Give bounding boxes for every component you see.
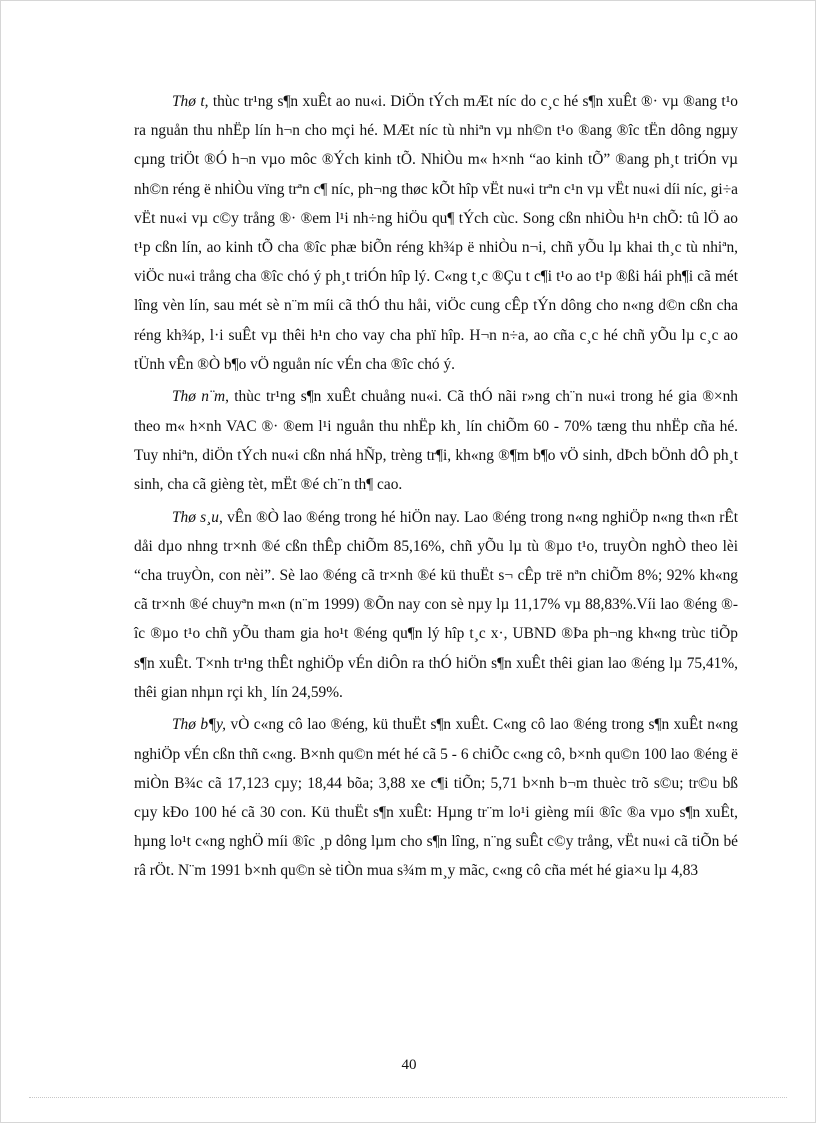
paragraph-lead: Thø s¸u (172, 508, 219, 526)
paragraph-lead: Thø b¶y, (172, 716, 227, 734)
paragraph-text: vÒ c«ng cô lao ®éng, kü thuËt s¶n xuÊt. C«ng cô lao ®éng trong s¶n xuÊt n«ng nghiÖp vÉn cßn thñ c«ng. B×nh qu©n mét hé cã 5 - 6 chiÕc c«ng cô, b×nh qu©n 100 lao ®éng ë miÒn B¾c cã 17,123 cµy; 18,44 bõa; 3,88 xe c¶i tiÕn; 5,71 b×nh b¬m thuèc trõ s©u; tr©u bß cµy kÐo 100 hé cã 30 con. Kü thuËt s¶n xuÊt: Hµng tr¨m lo¹i gièng míi ®îc ®a vµo s¶n xuÊt, hµng lo¹t c«ng nghÖ míi ®îc ¸p dông lµm cho s¶n lîng, n¨ng suÊt c©y trång, vËt nu«i cã tiÕn bé râ rÖt. N¨m 1991 b×nh qu©n sè tiÒn mua s¾m m¸y mãc, c«ng cô cña mét hé gia×u lµ 4,83 (134, 716, 738, 880)
paragraph-ao-nuoi (134, 87, 738, 379)
paragraph-text: , thùc tr¹ng s¶n xuÊt chuång nu«i. Cã thÓ nãi r»ng ch¨n nu«i trong hé gia ®×nh theo m« h×nh VAC ®· ®em l¹i nguån thu nhËp kh¸ lín chiÕm 60 - 70% tæng thu nhËp cña hé. Tuy nhiªn, diÖn tÝch nu«i cßn nhá hÑp, trèng tr¶i, kh«ng ®¶m b¶o vÖ sinh, dÞch bÖnh dÔ ph¸t sinh, cha cã gièng tèt, mËt ®é ch¨n th¶ cao. (134, 388, 738, 494)
paragraph-lead: Thø t, (172, 93, 209, 110)
page-bottom-divider (29, 1097, 787, 1098)
paragraph-chuong-nuoi (134, 382, 738, 499)
paragraph-lead: Thø n¨m (172, 388, 226, 406)
paragraph-lao-dong (134, 503, 738, 707)
page-number: 40 (401, 1057, 417, 1073)
paragraph-text: thùc tr¹ng s¶n xuÊt ao nu«i. DiÖn tÝch mÆt níc do c¸c hé s¶n xuÊt ®· vµ ®ang t¹o ra nguån thu nhËp lín h¬n cho mçi hé. MÆt níc tù nhiªn vµ nh©n t¹o ®ang ®îc tËn dông ngµy cµng triÖt ®Ó h¬n vµo môc ®Ých kinh tÕ. NhiÒu m« h×nh “ao kinh tÕ” ®ang ph¸t triÓn vµ nh©n réng ë nhiÒu vïng trªn c¶ níc, ph¬ng thøc kÕt hîp vËt nu«i trªn c¹n vµ vËt nu«i díi níc, gi÷a vËt nu«i vµ c©y trång ®· ®em l¹i nh÷ng hiÖu qu¶ tÝch cùc. Song cßn nhiÒu h¹n chÕ: tû lÖ ao t¹p cßn lín, ao kinh tÕ cha ®îc phæ biÕn réng kh¾p ë nhiÒu n¬i, chñ yÕu lµ khai th¸c tù nhiªn, viÖc nu«i trång cha ®îc chó ý ph¸t triÓn hîp lý. C«ng t¸c ®Çu t c¶i t¹o ao t¹p ®ßi hái ph¶i cã mét lîng vèn lín, sau mét sè n¨m míi cã thÓ thu håi, viÖc cung cÊp tÝn dông cho n«ng d©n cßn cha réng kh¾p, l·i suÊt vµ thêi h¹n cho vay cha phï hîp. H¬n n÷a, ao cña c¸c hé chñ yÕu lµ c¸c ao tÜnh vÊn ®Ò b¶o vÖ nguån níc vÉn cha ®îc chó ý. (134, 93, 739, 373)
document-body (134, 87, 738, 889)
paragraph-text: , vÊn ®Ò lao ®éng trong hé hiÖn nay. Lao ®éng trong n«ng nghiÖp n«ng th«n rÊt dåi dµo nhng tr×nh ®é cßn thÊp chiÕm 85,16%, chñ yÕu lµ tù ®µo t¹o, truyÒn nghÒ theo lèi “cha truyÒn, con nèi”. Sè lao ®éng cã tr×nh ®é kü thuËt s¬ cÊp trë nªn chiÕm 8%; 92% kh«ng cã tr×nh ®é chuyªn m«n (n¨m 1999) ®Õn nay con sè nµy lµ 11,17% vµ 88,83%.Víi lao ®éng ®îc ®µo t¹o chñ yÕu tham gia ho¹t ®éng qu¶n lý hîp t¸c x·, UBND ®Þa ph¬ng kh«ng trùc tiÕp s¶n xuÊt. T×nh tr¹ng thÊt nghiÖp vÉn diÔn ra thÓ hiÖn s¶n xuÊt thêi gian lao ®éng lµ 75,41%, thêi gian nhµn rçi kh¸ lín 24,59%. (134, 508, 738, 701)
paragraph-cong-cu (134, 710, 738, 885)
